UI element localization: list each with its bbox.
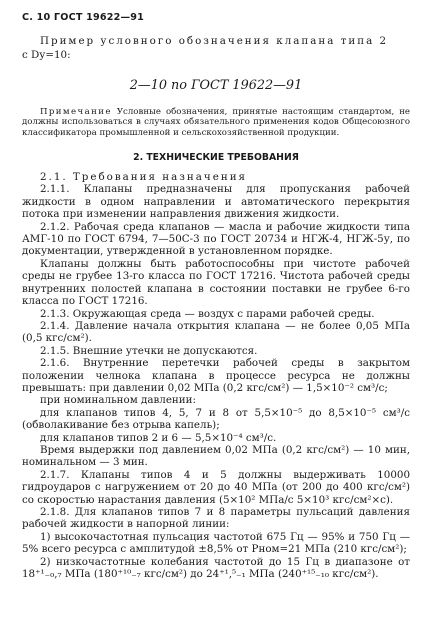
paragraph-types-26: для клапанов типов 2 и 6 — 5,5×10⁻⁴ см³/с. [40, 431, 277, 444]
paragraph-cleanliness: Клапаны должны быть работоспособны при чистоте рабочей среды не грубее 13-го класса по ГОСТ 17216. Чистота рабочей среды внутренних полостей клапана в состоянии поставки не грубее 6-го класса по ГОСТ 17216. [22, 257, 410, 308]
paragraph-2-1-7: 2.1.7. Клапаны типов 4 и 5 должны выдерживать 10000 гидроударов с нагружением от 20 до 40 МПа (от 200 до 400 кгс/см²) со скоростью нарастания давления (5×10² МПа/с 5×10³ кгс/см²×с). [22, 468, 410, 506]
note-lead: Примечание [40, 106, 112, 117]
paragraph-types-4578: для клапанов типов 4, 5, 7 и 8 от 5,5×10⁻⁵ до 8,5×10⁻⁵ см³/с (обволакивание без отрыва капель); [22, 406, 410, 432]
note-text: Условные обозначения, принятые настоящим стандартом, не должны использоваться в случаях обязательного применения кодов Общесоюзного классификатора промышленной и сельскохозяйственной продукции. [22, 106, 411, 138]
paragraph-2-1-2: 2.1.2. Рабочая среда клапанов — масла и рабочие жидкости типа АМГ-10 по ГОСТ 6794, 7—50С-3 по ГОСТ 20734 и НГЖ-4, НГЖ-5у, по документации, утвержденной в установленном порядке. [22, 220, 410, 258]
paragraph-2-1-8: 2.1.8. Для клапанов типов 7 и 8 параметры пульсаций давления рабочей жидкости в напорной линии: [22, 506, 410, 531]
example-line-1: Пример условного обозначения клапана типа 2 [40, 35, 389, 47]
document-page [22, 12, 410, 580]
paragraph-hold-time: Время выдержки под давлением 0,02 МПа (0,2 кгс/см²) — 10 мин, номинальном — 3 мин. [22, 443, 410, 469]
paragraph-2-1-4: 2.1.4. Давление начала открытия клапана — не более 0,05 МПа (0,5 кгс/см²). [22, 319, 410, 345]
example-line-2: с Dу=10: [22, 49, 71, 62]
note-paragraph [22, 107, 410, 138]
section-title: 2. ТЕХНИЧЕСКИЕ ТРЕБОВАНИЯ [133, 152, 299, 164]
paragraph-2-1-1: 2.1.1. Клапаны предназначены для пропускания рабочей жидкости в одном направлении и автоматического перекрытия потока при изменении направления движения жидкости. [22, 183, 410, 221]
paragraph-2-1-5: 2.1.5. Внешние утечки не допускаются. [40, 344, 258, 357]
paragraph-low-frequency: 2) низкочастотные колебания частотой до 15 Гц в диапазоне от 18⁺¹₋₀,₇ МПа (180⁺¹⁰₋₇ кгс/см²) до 24⁺¹,⁵₋₁ МПа (240⁺¹⁵₋₁₀ кгс/см²). [22, 555, 410, 581]
paragraph-2-1: 2.1. Требования назначения [40, 171, 248, 184]
paragraph-2-1-6: 2.1.6. Внутренние перетечки рабочей среды в закрытом положении челнока клапана в процессе ресурса не должны превышать: при давлении 0,02 МПа (0,2 кгс/см²) — 1,5×10⁻² см³/с; [22, 357, 410, 394]
page-header: С. 10 ГОСТ 19622—91 [22, 12, 145, 23]
paragraph-nominal-pressure: при номинальном давлении: [40, 394, 196, 407]
paragraph-high-frequency: 1) высокочастотная пульсация частотой 675 Гц — 95% и 750 Гц — 5% всего ресурса с амплитудой ±8,5% от Рном=21 МПа (210 кгс/см²); [22, 530, 410, 556]
designation-example: 2—10 по ГОСТ 19622—91 [129, 77, 303, 93]
paragraph-2-1-3: 2.1.3. Окружающая среда — воздух с парами рабочей среды. [40, 307, 375, 320]
